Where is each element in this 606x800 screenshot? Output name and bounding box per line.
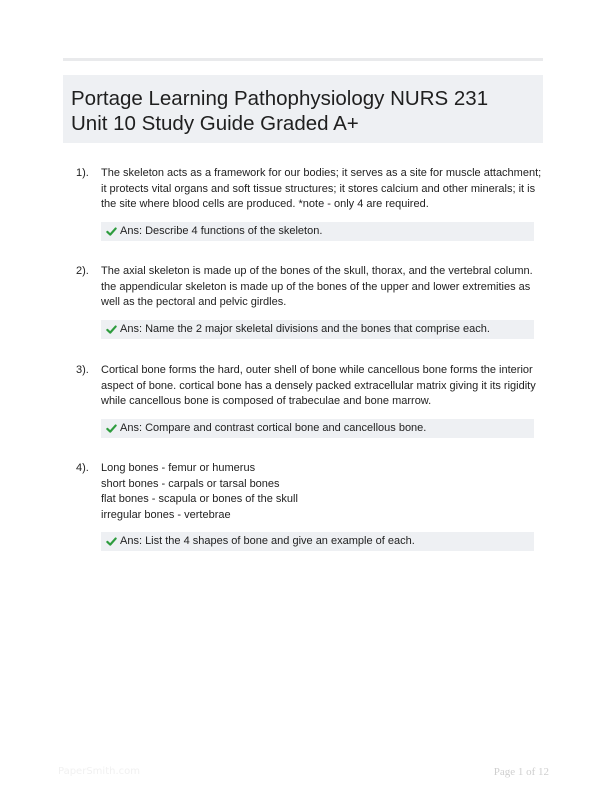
answer-text: Ans: List the 4 shapes of bone and give an example of each. (120, 535, 415, 547)
question-line: the site where blood cells are produced. *note - only 4 are required. (101, 198, 429, 210)
question-line: flat bones - scapula or bones of the skull (101, 493, 298, 505)
answer-text: Ans: Name the 2 major skeletal divisions and the bones that comprise each. (120, 323, 490, 335)
question-line: the appendicular skeleton is made up of the bones of the upper and lower extremities as (101, 280, 531, 293)
question-line: aspect of bone. cortical bone has a densely packed extracellular matrix giving it its rigidity (101, 379, 536, 392)
check-icon (106, 536, 117, 547)
question-number: 3). (76, 364, 89, 376)
question-line: Long bones - femur or humerus (101, 462, 256, 474)
question-number: 2). (76, 265, 89, 277)
question-text (101, 264, 541, 311)
page-title (63, 75, 543, 136)
check-icon (106, 226, 117, 237)
question-number: 4). (76, 462, 89, 474)
question-line: Cortical bone forms the hard, outer shell of bone while cancellous bone forms the interior (101, 364, 533, 376)
question-line: irregular bones - vertebrae (101, 508, 231, 521)
page-number: Page 1 of 12 (493, 766, 549, 778)
check-icon (106, 324, 117, 335)
question-text (101, 166, 541, 213)
title-line: Portage Learning Pathophysiology NURS 231 (71, 87, 489, 110)
answer-box (101, 320, 534, 339)
question-line: while cancellous bone is composed of trabeculae and bone marrow. (101, 395, 432, 407)
watermark-text: PaperSmith.com (58, 766, 140, 777)
question-line: The skeleton acts as a framework for our bodies; it serves as a site for muscle attachment; (101, 167, 542, 179)
answer-box (101, 532, 534, 551)
question-text (101, 363, 541, 410)
question-line: The axial skeleton is made up of the bones of the skull, thorax, and the vertebral column. (101, 265, 533, 277)
answer-box (101, 419, 534, 438)
title-banner (63, 75, 543, 143)
question-line: short bones - carpals or tarsal bones (101, 477, 280, 490)
title-line: Unit 10 Study Guide Graded A+ (71, 112, 359, 135)
answer-text: Ans: Describe 4 functions of the skeleton. (120, 225, 323, 237)
question-number: 1). (76, 167, 89, 179)
check-icon (106, 423, 117, 434)
answer-box (101, 222, 534, 241)
question-text (101, 461, 541, 523)
question-line: it protects vital organs and soft tissue structures; it stores calcium and other minerals; it is (101, 182, 536, 195)
answer-text: Ans: Compare and contrast cortical bone and cancellous bone. (120, 422, 427, 434)
top-divider (63, 58, 543, 61)
question-line: well as the pectoral and pelvic girdles. (101, 296, 287, 308)
